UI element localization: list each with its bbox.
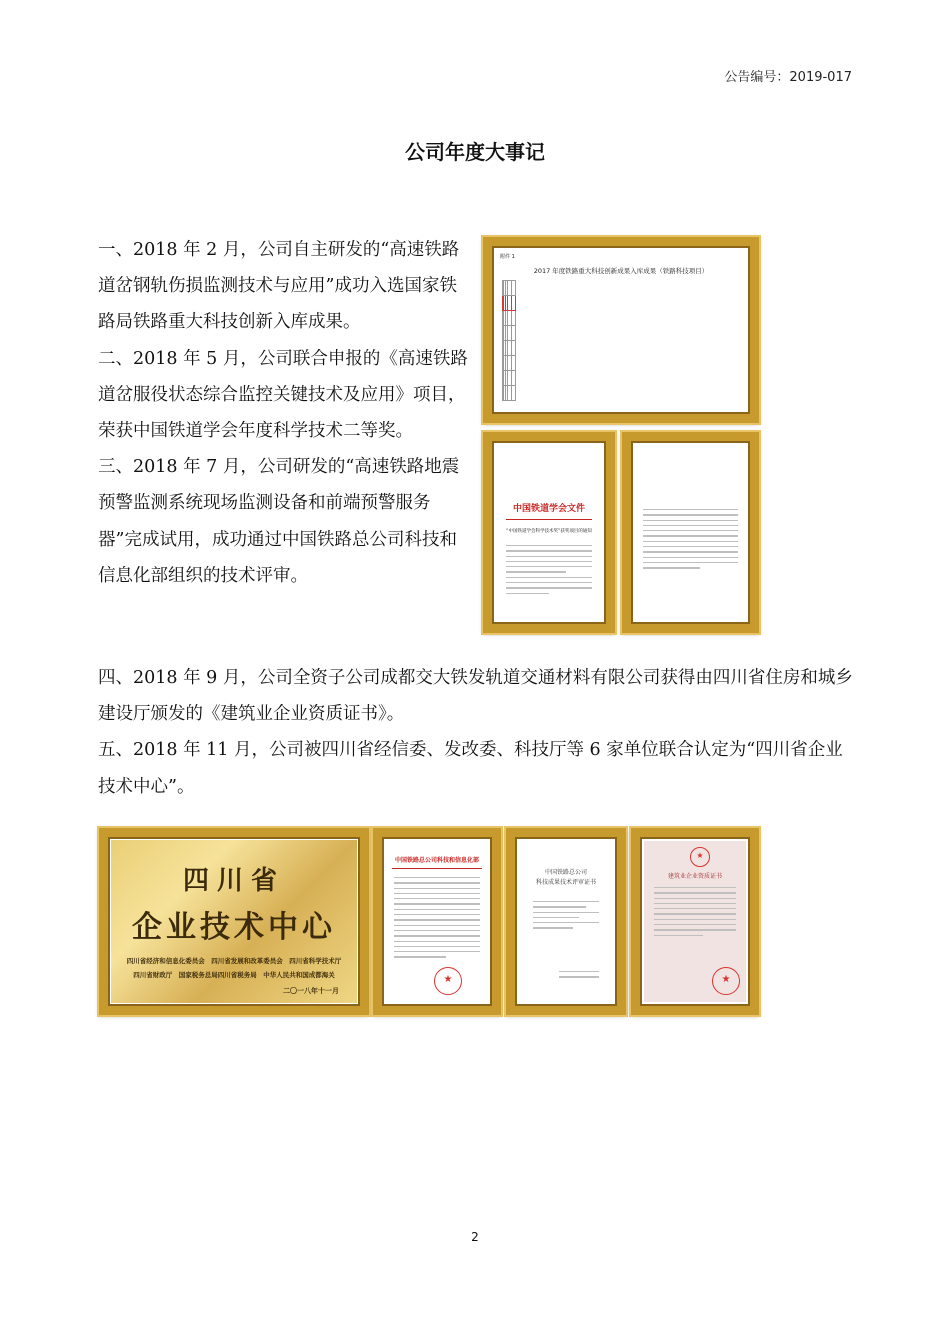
mini-table — [502, 280, 516, 401]
eval-cert-header: 中国铁路总公司 — [544, 869, 587, 876]
qualification-certificate-image — [631, 828, 759, 1015]
society-doc-rule — [506, 519, 592, 520]
society-doc-text — [506, 545, 592, 598]
evaluation-certificate-image — [506, 828, 626, 1015]
eval-cert-text — [533, 901, 599, 933]
eval-cert-footer — [559, 971, 599, 982]
society-doc-subject: “中国铁道学会科学技术奖”获奖项目的通知 — [506, 529, 592, 534]
list-doc-rows — [643, 509, 738, 573]
plaque-date: 二〇一八年十一月 — [283, 987, 339, 995]
crc-doc-seal-icon: ★ — [434, 967, 462, 995]
event-4: 四、2018 年 9 月，公司全资子公司成都交大铁发轨道交通材料有限公司获得由四川省住房和城乡建设厅颁发的《建筑业企业资质证书》。 — [98, 668, 853, 725]
plaque-issuers-row2: 四川省财政厅 国家税务总局四川省税务局 中华人民共和国成都海关 — [133, 971, 335, 979]
event-1: 一、2018 年 2 月，公司自主研发的“高速铁路道岔钢轨伤损监测技术与应用”成功入选国家铁路局铁路重大科技创新入库成果。 — [98, 240, 460, 333]
table-doc-label: 附件 1 — [500, 254, 515, 260]
society-document-image — [483, 432, 615, 633]
events-full — [98, 660, 858, 805]
eval-cert-subheader: 科技成果技术评审证书 — [535, 879, 596, 886]
crc-doc-rule — [392, 868, 482, 869]
crc-doc-header: 中国铁路总公司科技和信息化部 — [394, 857, 479, 864]
table-doc-title: 2017 年度铁路重大科技创新成果入库成果（铁路科技项目） — [533, 267, 709, 275]
society-doc-header: 中国铁道学会文件 — [512, 504, 585, 514]
plaque-image — [99, 828, 369, 1015]
crc-document-image — [373, 828, 501, 1015]
national-emblem-icon: ★ — [690, 847, 710, 867]
qual-cert-header: 建筑业企业资质证书 — [667, 873, 722, 880]
plaque-issuers-row1: 四川省经济和信息化委员会 四川省发展和改革委员会 四川省科学技术厅 — [126, 957, 342, 965]
plaque-line1: 四川省 — [182, 866, 285, 896]
qual-cert-text — [654, 887, 736, 940]
plaque-line2: 企业技术中心 — [132, 910, 336, 945]
table-document-image — [483, 237, 759, 423]
event-5: 五、2018 年 11 月，公司被四川省经信委、发改委、科技厅等 6 家单位联合认定为“四川省企业技术中心”。 — [98, 740, 843, 797]
events-column — [98, 232, 470, 594]
event-2: 二、2018 年 5 月，公司联合申报的《高速铁路道岔服役状态综合监控关键技术及应用》项目，荣获中国铁道学会年度科学技术二等奖。 — [98, 348, 468, 442]
qual-cert-seal-icon: ★ — [712, 967, 740, 995]
event-3: 三、2018 年 7 月，公司研发的“高速铁路地震预警监测系统现场监测设备和前端预警服务器”完成试用，成功通过中国铁路总公司科技和信息化部组织的技术评审。 — [98, 457, 460, 586]
crc-doc-text — [394, 877, 480, 962]
list-document-image — [622, 432, 759, 633]
notice-number: 公告编号：2019-017 — [724, 70, 852, 85]
page-title: 公司年度大事记 — [405, 140, 545, 164]
page-number: 2 — [471, 1230, 479, 1244]
